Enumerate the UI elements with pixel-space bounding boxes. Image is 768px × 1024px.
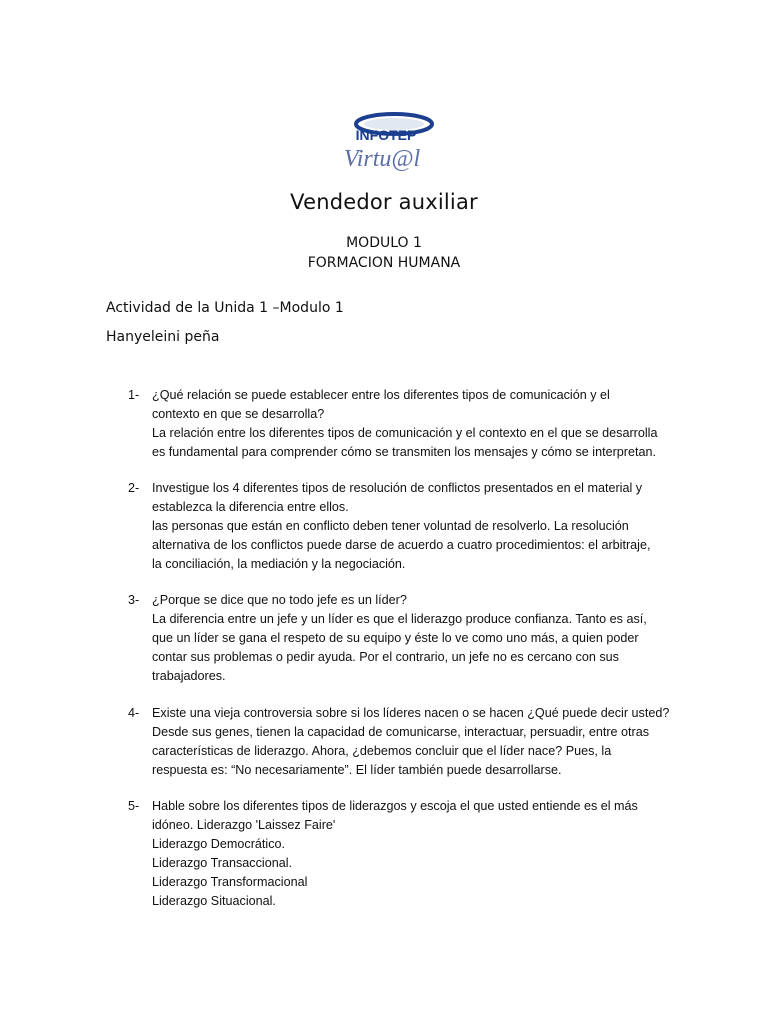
answer-text-line: Liderazgo Transaccional. [152, 856, 293, 870]
module-name: FORMACION HUMANA [307, 255, 461, 271]
svg-text:INFOTEP: INFOTEP [355, 127, 417, 143]
answer-text-line: Desde sus genes, tienen la capacidad de comunicarse, interactuar, persuadir, entre otras [152, 725, 650, 739]
question-number: 2- [128, 481, 140, 495]
question-text-line: contexto en que se desarrolla? [152, 407, 325, 421]
answer-text-line: respuesta es: “No necesariamente”. El líder también puede desarrollarse. [152, 763, 562, 777]
module-number: MODULO 1 [346, 235, 422, 251]
activity-line: Actividad de la Unida 1 –Modulo 1 [106, 300, 344, 316]
document-title: Vendedor auxiliar [290, 190, 478, 214]
question-text-line: Existe una vieja controversia sobre si los líderes nacen o se hacen ¿Qué puede decir usted? [152, 706, 670, 720]
question-number: 1- [128, 388, 140, 402]
answer-text-line: Liderazgo Situacional. [152, 894, 276, 908]
author-name: Hanyeleini peña [106, 329, 220, 345]
question-item [128, 704, 688, 780]
answer-text-line: Liderazgo Democrático. [152, 837, 285, 851]
answer-text-line: es fundamental para comprender cómo se transmiten los mensajes y cómo se interpretan. [152, 445, 656, 459]
answer-text-line: la conciliación, la mediación y la negociación. [152, 557, 406, 571]
answer-text-line: contar sus problemas o pedir ayuda. Por el contrario, un jefe no es cercano con sus [152, 650, 619, 664]
answer-text-line: alternativa de los conflictos puede darse de acuerdo a cuatro procedimientos: el arbitraje, [152, 538, 651, 552]
infotep-virtual-logo [326, 106, 444, 176]
question-number: 5- [128, 799, 140, 813]
answer-text-line: características de liderazgo. Ahora, ¿debemos concluir que el líder nace? Pues, la [152, 744, 612, 758]
question-text-line: idóneo. Liderazgo 'Laissez Faire' [152, 818, 336, 832]
question-item [128, 479, 688, 574]
question-number: 3- [128, 593, 140, 607]
question-text-line: establezca la diferencia entre ellos. [152, 500, 349, 514]
question-text-line: ¿Qué relación se puede establecer entre los diferentes tipos de comunicación y el [152, 388, 610, 402]
question-item [128, 797, 688, 911]
answer-text-line: las personas que están en conflicto deben tener voluntad de resolverlo. La resolución [152, 519, 629, 533]
question-item [128, 591, 688, 686]
svg-text:Virtu@l: Virtu@l [343, 146, 421, 172]
question-text-line: ¿Porque se dice que no todo jefe es un líder? [152, 593, 407, 607]
answer-text-line: La relación entre los diferentes tipos de comunicación y el contexto en el que se desarrolla [152, 426, 658, 440]
question-number: 4- [128, 706, 140, 720]
question-text-line: Hable sobre los diferentes tipos de liderazgos y escoja el que usted entiende es el más [152, 799, 638, 813]
answer-text-line: La diferencia entre un jefe y un líder es que el liderazgo produce confianza. Tanto es así, [152, 612, 647, 626]
answer-text-line: que un líder se gana el respeto de su equipo y éste lo ve como uno más, a quien poder [152, 631, 639, 645]
question-item [128, 386, 688, 462]
answer-text-line: trabajadores. [152, 669, 226, 683]
question-text-line: Investigue los 4 diferentes tipos de resolución de conflictos presentados en el material y [152, 481, 643, 495]
answer-text-line: Liderazgo Transformacional [152, 875, 308, 889]
